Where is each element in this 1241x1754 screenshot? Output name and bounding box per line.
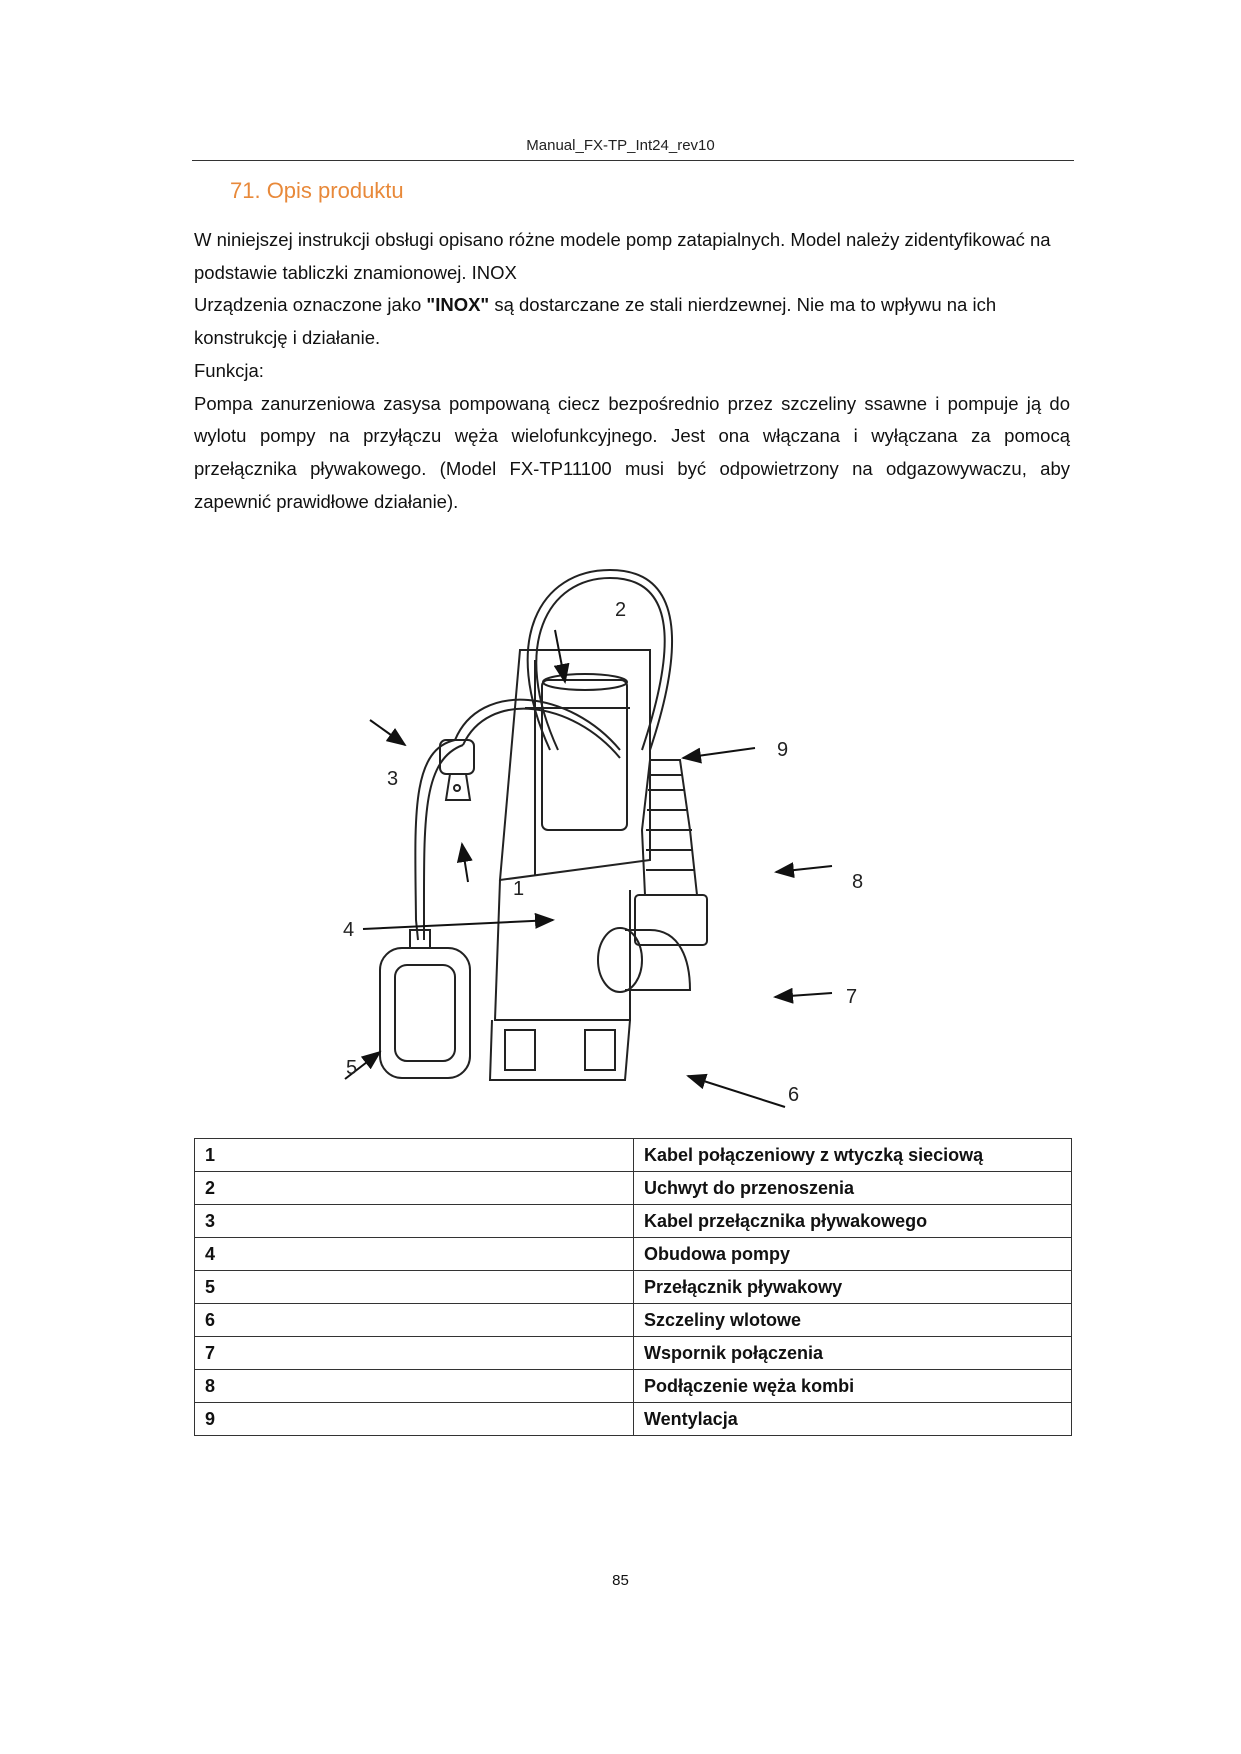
part-number: 4	[195, 1238, 634, 1271]
document-header: Manual_FX-TP_Int24_rev10	[526, 137, 715, 154]
arrow-6	[688, 1076, 785, 1107]
callout-8: 8	[852, 871, 864, 893]
part-number: 3	[195, 1205, 634, 1238]
part-number: 2	[195, 1172, 634, 1205]
part-label: Obudowa pompy	[634, 1238, 1072, 1271]
table-row	[195, 1271, 1072, 1304]
parts-table	[194, 1138, 1072, 1436]
part-label: Wentylacja	[634, 1403, 1072, 1436]
part-label: Wspornik połączenia	[634, 1337, 1072, 1370]
table-row	[195, 1337, 1072, 1370]
part-number: 1	[195, 1139, 634, 1172]
table-row	[195, 1139, 1072, 1172]
inox-paragraph	[194, 289, 1070, 354]
part-label: Kabel połączeniowy z wtyczką sieciową	[634, 1139, 1072, 1172]
part-label: Uchwyt do przenoszenia	[634, 1172, 1072, 1205]
body-text	[194, 224, 1070, 518]
callout-1: 1	[513, 878, 525, 900]
table-row	[195, 1238, 1072, 1271]
page-number: 85	[612, 1572, 629, 1589]
inox-bold: "INOX"	[426, 294, 490, 316]
inox-text-before: Urządzenia oznaczone jako	[194, 294, 427, 316]
part-number: 6	[195, 1304, 634, 1337]
part-number: 5	[195, 1271, 634, 1304]
table-row	[195, 1304, 1072, 1337]
part-label: Kabel przełącznika pływakowego	[634, 1205, 1072, 1238]
float-cable	[415, 740, 455, 940]
part-number: 9	[195, 1403, 634, 1436]
table-row	[195, 1172, 1072, 1205]
table-row	[195, 1403, 1072, 1436]
part-number: 7	[195, 1337, 634, 1370]
arrow-8	[776, 866, 832, 872]
intro-paragraph: W niniejszej instrukcji obsługi opisano różne modele pomp zatapialnych. Model należy zidentyfikować na podstawie tabliczki znamionowej. INOX	[194, 229, 1051, 283]
part-number: 8	[195, 1370, 634, 1403]
inox-text-after: są dostarczane ze stali nierdzewnej. Nie ma to wpływu na ich konstrukcję i działanie.	[194, 294, 997, 349]
function-label: Funkcja:	[194, 359, 264, 381]
callout-4: 4	[343, 919, 355, 941]
arrow-2	[555, 630, 565, 682]
function-paragraph: Pompa zanurzeniowa zasysa pompowaną ciecz bezpośrednio przez szczeliny ssawne i pompuje ją do wylotu pompy na przyłączu węża wielofunkcyjnego. Jest ona włączana i wyłączana za pomocą przełącznika pływakowego. (Model FX-TP11100 musi być odpowietrzony na odgazowywaczu, aby zapewnić prawidłowe działanie).	[194, 392, 1070, 512]
pump-diagram	[320, 560, 920, 1120]
part-label: Przełącznik pływakowy	[634, 1271, 1072, 1304]
part-label: Podłączenie węża kombi	[634, 1370, 1072, 1403]
section-heading: 71. Opis produktu	[230, 178, 404, 203]
callout-2: 2	[615, 599, 627, 621]
header-rule	[192, 160, 1074, 161]
table-row	[195, 1205, 1072, 1238]
motor-cap	[542, 680, 627, 830]
arrow-7	[775, 993, 832, 997]
callout-6: 6	[788, 1084, 800, 1106]
table-row	[195, 1370, 1072, 1403]
callout-5: 5	[346, 1057, 358, 1079]
callout-7: 7	[846, 986, 858, 1008]
arrow-3	[370, 720, 405, 745]
callout-9: 9	[777, 739, 789, 761]
arrow-9	[683, 748, 755, 758]
float-switch	[380, 948, 470, 1078]
arrow-1	[462, 844, 468, 882]
callout-3: 3	[387, 768, 399, 790]
part-label: Szczeliny wlotowe	[634, 1304, 1072, 1337]
arrow-4	[363, 920, 553, 929]
